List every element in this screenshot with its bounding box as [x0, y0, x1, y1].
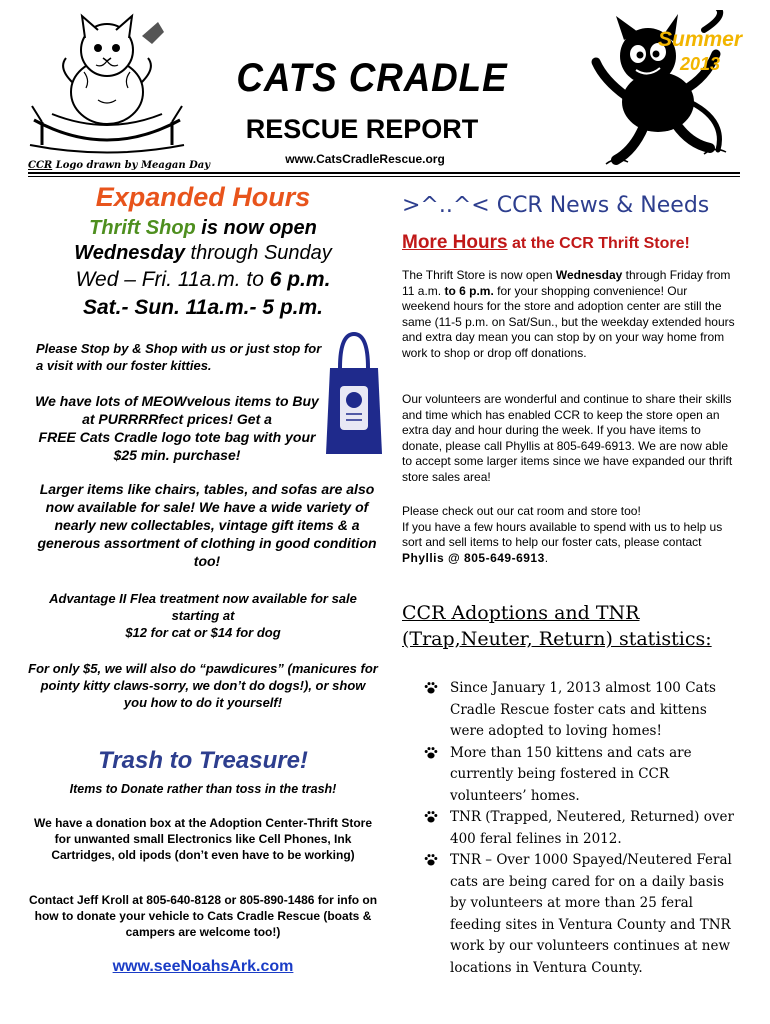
p1-text-b: through Friday from 11 a.m.: [402, 268, 731, 298]
stat-feral-sites: TNR – Over 1000 Spayed/Neutered Feral cats are being cared for on a daily basis by volunteers at more than 25 feral feeding sites in Ventura County and TNR work by our volunteers continues at new locations in Ventura County.: [450, 852, 732, 976]
p3-text-b: If you have a few hours available to spend with us to help us sort and sell items to help our foster cats, please contact: [402, 519, 723, 549]
phyllis-phone: Phyllis @ 805-649-6913: [402, 550, 545, 565]
weekday-hours: [28, 268, 378, 292]
is-now-open-text: is now open: [195, 217, 317, 239]
p1-text-a: The Thrift Store is now open: [402, 268, 556, 282]
thrift-shop-label: Thrift Shop: [89, 217, 196, 239]
trash-to-treasure-heading: Trash to Treasure!: [98, 747, 308, 774]
logo-caption-rest: Logo drawn by Meagan Day: [52, 160, 211, 171]
issue-season: Summer: [657, 28, 743, 51]
list-item: [424, 678, 740, 743]
stat-adopted: Since January 1, 2013 almost 100 Cats Cradle Rescue foster cats and kittens were adopted to loving homes!: [450, 680, 716, 739]
meow-promo: [32, 392, 322, 464]
weekday-hours-text: Wed – Fri. 11a.m. to: [75, 268, 270, 291]
weekday-hours-close: 6 p.m.: [269, 268, 331, 291]
newsletter-title: CATS CRADLE: [236, 56, 508, 100]
stat-fostered: More than 150 kittens and cats are currently being fostered in CCR volunteers’ homes.: [450, 744, 692, 804]
meow-promo-text: We have lots of MEOWvelous items to Buy at PURRRRfect prices! Get a: [35, 393, 319, 427]
through-sunday-text: through Sunday: [185, 242, 332, 264]
tote-bag-image: [326, 328, 382, 458]
p3-text-a: Please check out our cat room and store too!: [402, 504, 641, 518]
paw-print-icon: [424, 810, 438, 824]
p3-end: .: [544, 550, 549, 565]
website-url[interactable]: www.CatsCradleRescue.org: [285, 152, 445, 166]
pawdicures-text: For only $5, we will also do “pawdicures” (manicures for pointy kitty claws-sorry, we don’t do dogs!), or show you how to do it yourself!: [28, 661, 378, 710]
paw-print-icon: [424, 681, 438, 695]
header-divider-thin: [28, 176, 740, 177]
thrift-store-hours-paragraph: [402, 268, 738, 361]
cat-room-paragraph: [402, 504, 738, 566]
p1-text-c: for your shopping convenience! Our weekend hours for the store and adoption center are still the same (11-5 p.m. on Sat/Sun., but the weekday extended hours and extra day mean you can stop by on your way home from work to shop or drop off donations.: [402, 283, 735, 360]
p1-six-pm: to 6 p.m.: [444, 283, 494, 298]
issue-year: 2013: [679, 54, 721, 74]
list-item: [424, 743, 740, 808]
list-item: [424, 807, 740, 850]
flea-price: $12 for cat or $14 for dog: [125, 625, 281, 640]
tote-offer-text: FREE Cats Cradle logo tote bag with your $25 min. purchase!: [38, 429, 316, 463]
expanded-hours-heading: Expanded Hours: [95, 182, 311, 212]
flea-treatment: [28, 590, 378, 641]
stop-by-text: Please Stop by & Shop with us or just stop for a visit with our foster kitties.: [36, 341, 322, 373]
larger-items-text: Larger items like chairs, tables, and sofas are also now available for sale! We have a wide variety of nearly new collectables, vintage gift items & a generous assortment of clothing in good condition too!: [37, 481, 377, 569]
more-hours-rest: at the CCR Thrift Store!: [507, 235, 690, 252]
weekend-hours: Sat.- Sun. 11a.m.- 5 p.m.: [82, 296, 323, 319]
stat-tnr-2012: TNR (Trapped, Neutered, Returned) over 400 feral felines in 2012.: [450, 809, 734, 847]
p1-wednesday: Wednesday: [555, 268, 623, 282]
trash-subheading: Items to Donate rather than toss in the trash!: [69, 782, 337, 796]
wednesday-line: [28, 242, 378, 265]
donation-box-text: We have a donation box at the Adoption Center-Thrift Store for unwanted small Electronics like Cell Phones, Ink Cartridges, old ipods (don’t even have to be working): [33, 816, 372, 862]
wednesday-label: Wednesday: [74, 242, 185, 264]
ccr-logo-cat-illustration: [12, 10, 202, 160]
news-needs-heading: >^..^< CCR News & Needs: [402, 193, 710, 218]
flea-treatment-text: Advantage II Flea treatment now available for sale starting at: [49, 591, 357, 623]
volunteers-paragraph: Our volunteers are wonderful and continue to share their skills and time which has enabled CCR to keep the store open an extra day and hour during the week. If you have items to donate, please call Phyllis at 805-649-6913. We are now able to accept some larger items since we have expanded our thrift store sales area!: [402, 392, 733, 484]
vehicle-donation-contact: Contact Jeff Kroll at 805-640-8128 or 805-890-1486 for info on how to donate your vehicle to Cats Cradle Rescue (boats & campers are welcome too!): [28, 893, 378, 939]
newsletter-subtitle: RESCUE REPORT: [245, 114, 479, 144]
list-item: [424, 850, 740, 979]
paw-print-icon: [424, 746, 438, 760]
more-hours-emphasis: More Hours: [402, 232, 508, 253]
adoptions-tnr-heading: CCR Adoptions and TNR (Trap,Neuter, Return) statistics:: [402, 602, 712, 650]
logo-caption-ccr: CCR: [28, 160, 53, 171]
header-divider: [28, 172, 740, 174]
thrift-shop-line: [28, 217, 378, 240]
logo-caption: [28, 160, 210, 171]
adoption-stats-list: [424, 678, 740, 979]
paw-print-icon: [424, 853, 438, 867]
more-hours-heading: [402, 232, 742, 254]
noahs-ark-link[interactable]: www.seeNoahsArk.com: [112, 958, 294, 975]
